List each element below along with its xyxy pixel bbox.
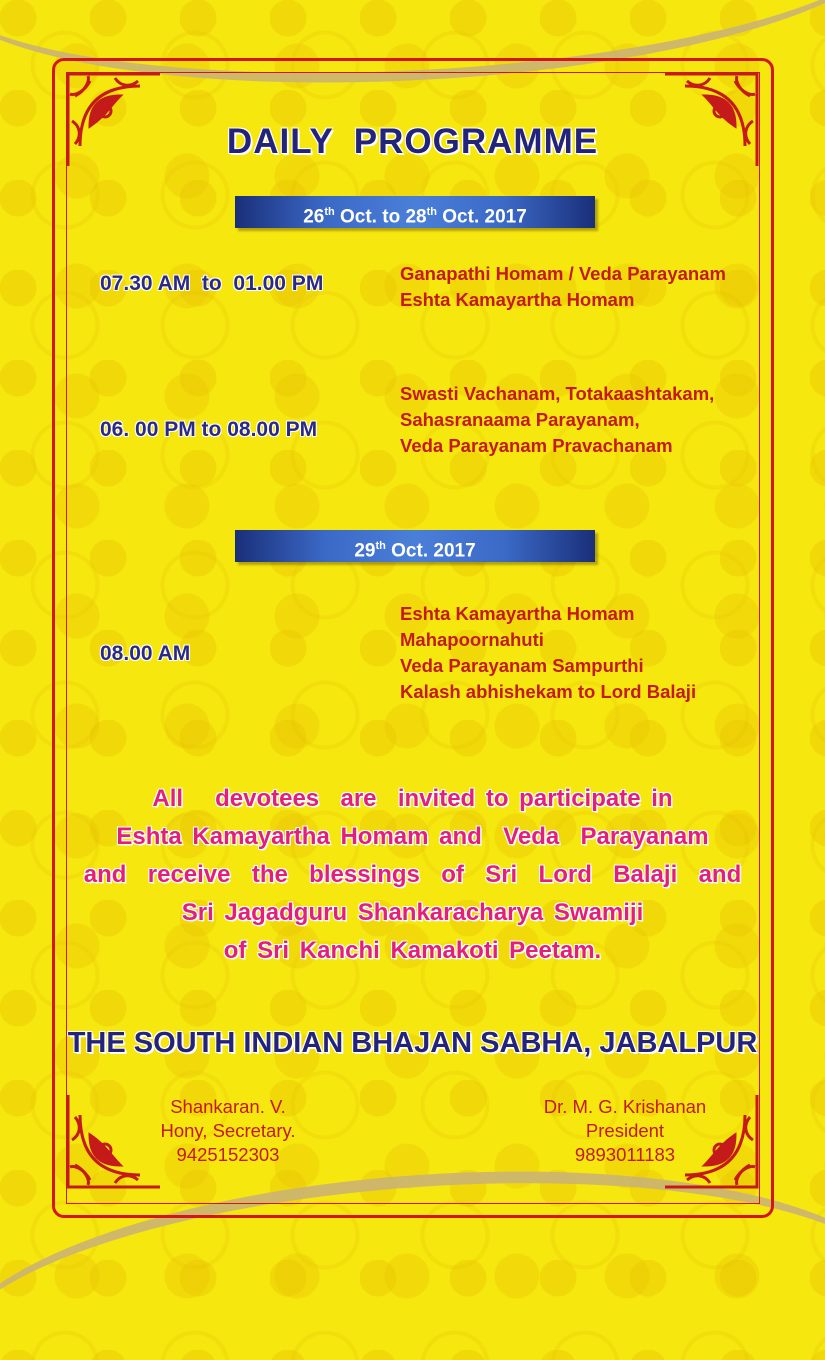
activity-line: Sahasranaama Parayanam,	[400, 409, 640, 430]
invitation-line: and receive the blessings of Sri Lord Balaji and	[83, 861, 742, 888]
activity-line: Mahapoornahuti	[400, 629, 544, 650]
activity-line: Eshta Kamayartha Homam	[400, 289, 635, 310]
signatory-phone: 9425152303	[176, 1144, 280, 1165]
activity-line: Eshta Kamayartha Homam	[400, 603, 635, 624]
signatory-name: Shankaran. V.	[170, 1096, 286, 1117]
slot-time: 08.00 AM	[100, 642, 191, 665]
signatory-secretary	[128, 1095, 328, 1167]
activity-line: Swasti Vachanam, Totakaashtakam,	[400, 383, 715, 404]
date-day: 29	[354, 540, 376, 562]
date-band-1	[235, 196, 595, 228]
date-start-rest: Oct. to	[334, 206, 406, 228]
date-suffix: th	[375, 540, 386, 552]
date-band-2	[235, 530, 595, 562]
activity-line: Veda Parayanam Pravachanam	[400, 435, 673, 456]
date-end-rest: Oct. 2017	[437, 206, 527, 228]
invitation-text	[0, 780, 825, 970]
slot-activities	[400, 601, 696, 705]
activity-line: Veda Parayanam Sampurthi	[400, 655, 644, 676]
date-end-suffix: th	[426, 206, 437, 218]
invitation-line: Eshta Kamayartha Homam and Veda Parayanam	[116, 823, 709, 850]
slot-time: 06. 00 PM to 08.00 PM	[100, 418, 318, 441]
slot-activities	[400, 261, 726, 313]
activity-line: Ganapathi Homam / Veda Parayanam	[400, 263, 726, 284]
date-rest: Oct. 2017	[385, 540, 476, 562]
invitation-line: All devotees are invited to participate in	[152, 785, 673, 812]
organization-name: THE SOUTH INDIAN BHAJAN SABHA, JABALPUR	[67, 1027, 758, 1059]
slot-activities	[400, 381, 714, 459]
page-title: DAILY PROGRAMME	[226, 122, 599, 161]
signatory-role: Hony, Secretary.	[160, 1120, 296, 1141]
signatory-name: Dr. M. G. Krishanan	[543, 1096, 707, 1117]
date-start-suffix: th	[324, 206, 335, 218]
date-start-day: 26	[303, 206, 325, 228]
invitation-line: of Sri Kanchi Kamakoti Peetam.	[223, 937, 602, 964]
signatory-phone: 9893011183	[574, 1144, 676, 1165]
signatory-president	[520, 1095, 730, 1167]
invitation-line: Sri Jagadguru Shankaracharya Swamiji	[181, 899, 644, 926]
date-end-day: 28	[405, 206, 427, 228]
activity-line: Kalash abhishekam to Lord Balaji	[400, 681, 697, 702]
slot-time: 07.30 AM to 01.00 PM	[100, 272, 324, 295]
signatory-role: President	[585, 1120, 665, 1141]
